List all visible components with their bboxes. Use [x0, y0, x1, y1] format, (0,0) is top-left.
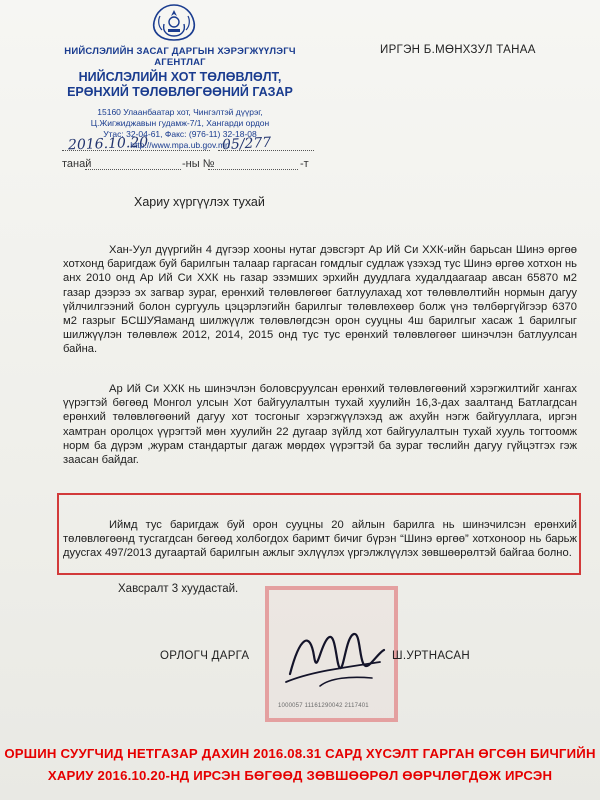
paragraph-2: Ар Ий Си ХХК нь шинэчлэн боловсруулсан ерөнхий төлөвлөгөөний хэрэгжилтийг хангах үүрэгтэй бөгөөд Монгол улсын Хот байгуулалтын тухай хуулийн 16,3-дах заалтанд Батлагдсан ерөнхий төлөвлөгөөний дагуу хот тосгоныг хэрэгжүүлэхэд аж ахуйн нэгж байгууллага, иргэн хамтран оролцох үүрэгтэй мөн хуулийн 22 дугаар зүйлд хот байгуулалтын тухай хууль тогтоомж норм ба дүрэм ,журам стандартыг дагаж мөрдөх үүрэгтэй ба зураг төслийн дагуу гүйцэтгэх гэж заасан байдаг.	[63, 383, 577, 467]
address-line3: Утас: 32-04-61, Факс: (976-11) 32-18-08	[103, 129, 257, 139]
registry-from-prefix: танай	[62, 158, 92, 170]
from-date-line	[85, 169, 181, 170]
agency-line1: НИЙСЛЭЛИЙН ЗАСАГ ДАРГЫН ХЭРЭГЖҮҮЛЭГЧ АГЕНТЛАГ	[64, 46, 296, 68]
handwritten-number: 05/277	[221, 134, 272, 154]
stamp-number: 1000057 11161290042 2117401	[278, 703, 369, 709]
address-line1: 15160 Улаанбаатар хот, Чингэлтэй дүүрэг,	[97, 107, 263, 117]
signature-icon	[280, 616, 390, 694]
attachment-note: Хавсралт 3 хуудастай.	[118, 583, 239, 595]
agency-line3: ЕРӨНХИЙ ТӨЛӨВЛӨГӨӨНИЙ ГАЗАР	[67, 85, 293, 99]
paragraph-3-highlighted: Иймд тус баригдаж буй орон сууцны 20 айлын барилга нь шинэчилсэн ерөнхий төлөвлөгөөнд тусгагдсан бөгөөд холбогдох баримт бичиг бүрэн “Шинэ өргөө” хотхоноор нь барьж дуусгах 497/2013 дугаартай барилгын ажлыг эхлүүлэх үргэлжлүүлэх зөвшөөрөлтэй байгаа болно.	[63, 519, 577, 560]
date-line	[62, 150, 210, 151]
state-emblem-icon	[146, 2, 202, 42]
agency-line2: НИЙСЛЭЛИЙН ХОТ ТӨЛӨВЛӨЛТ,	[78, 70, 282, 84]
subject-title: Хариу хүргүүлэх тухай	[134, 195, 265, 209]
address-website: http://www.mpa.ub.gov.mn	[130, 140, 230, 150]
registry-no-label: -ны №	[182, 158, 215, 170]
signatory-name: Ш.УРТНАСАН	[392, 650, 470, 662]
agency-header	[40, 46, 320, 151]
registry-suffix: -т	[300, 158, 309, 170]
caption-line1: ОРШИН СУУГЧИД НЕТГАЗАР ДАХИН 2016.08.31 САРД ХҮСЭЛТ ГАРГАН ӨГСӨН БИЧГИЙН	[4, 746, 596, 761]
paragraph-1: Хан-Уул дүүргийн 4 дүгээр хооны нутаг дэвсгэрт Ар Ий Си ХХК-ийн барьсан Шинэ өргөө хотхонд баригдаж буй барилгын талаар гаргасан гомдлыг судлаж үзэхэд тус Шинэ өргөө хотхон нь анх 2010 онд Ар Ий Си ХХК нь газар эзэмших эрхийн дуудлага худалдаагаар авсан 65870 м2 газар дээрээ эх загвар зураг, ерөнхий төлөвлөгөөг батлуулахад хот төлөвлөлтийн нормын дагуу үйлчилгээний болон сургууль цэцэрлэгийн барилгыг төлөвлөхөөр болж үнэ төлбөргүйгээр 6370 м2 газрыг БСШУЯаманд шилжүүлж төлөвлөгдсэн орон сууцны 4ш барилгыг хасаж 1 барилгыг шилжүүлэн төлөвлөж 2012, 2014, 2015 онд тус тус ерөнхий төлөвлөгөөг шинэчлэн батлуулсан байна.	[63, 244, 577, 356]
recipient: ИРГЭН Б.МӨНХЗУЛ ТАНАА	[380, 44, 536, 56]
address-line2: Ц.Жигжиджавын гудамж-7/1, Хангарди ордон	[90, 118, 270, 128]
caption-line2: ХАРИУ 2016.10.20-НД ИРСЭН БӨГӨӨД ЗӨВШӨӨРӨЛ ӨӨРЧЛӨГДӨЖ ИРСЭН	[47, 768, 553, 783]
number-line	[218, 150, 314, 151]
from-number-line	[208, 169, 298, 170]
signatory-title: ОРЛОГЧ ДАРГА	[160, 650, 250, 662]
handwritten-date: 2016.10.20	[67, 134, 149, 154]
